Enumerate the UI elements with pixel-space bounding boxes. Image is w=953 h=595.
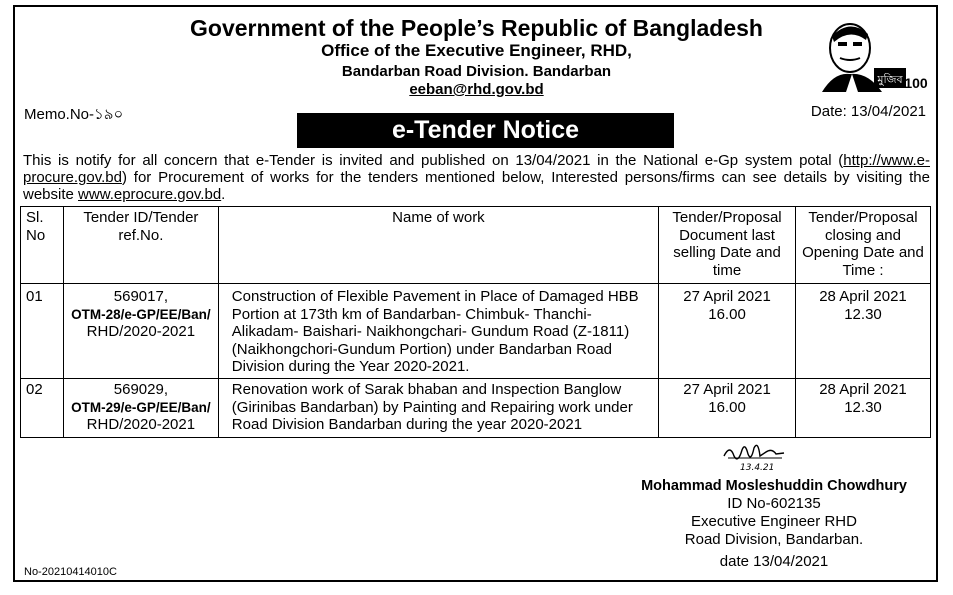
header-division: Bandarban Road Division. Bandarban [341, 63, 612, 80]
egp-link[interactable]: http://www.e-procure.gov.bd [23, 152, 930, 186]
header-email[interactable]: eeban@rhd.gov.bd [409, 81, 544, 98]
selling-time: 16.00 [708, 398, 746, 416]
row-work: Construction of Flexible Pavement in Place of Damaged HBB Portion at 173th km of Bandarban- Chimbuk- Thanchi-Alikadam- Baishari- Naikhongchari- Gundum Road (Z-1811) (Naikhongchori-Gundum Portion) under Bandarban Road Division during the Year 2020-2021. [218, 284, 658, 379]
notice-title: e-Tender Notice [297, 113, 674, 148]
svg-text:মুজিব: মুজিব [877, 73, 903, 86]
footer-code: No-20210414010C [24, 566, 117, 578]
eprocure-link[interactable]: www.eprocure.gov.bd [78, 186, 222, 203]
selling-date: 27 April 2021 [683, 381, 771, 398]
svg-text:13.4.21: 13.4.21 [740, 463, 775, 473]
closing-time: 12.30 [844, 398, 882, 416]
mujib-100-logo [812, 14, 928, 94]
intro-text-3: . [221, 186, 226, 203]
tender-table [20, 206, 931, 438]
table-row [21, 284, 931, 379]
signatory-office: Road Division, Bandarban. [684, 531, 864, 548]
tender-id-number: 569017, [113, 288, 168, 305]
notice-date: Date: 13/04/2021 [810, 103, 926, 120]
row-selling-date [659, 284, 796, 379]
svg-text:100: 100 [904, 75, 928, 91]
row-sl: 02 [21, 379, 64, 438]
header-sl-no: Sl. No [21, 207, 64, 284]
header-closing-date: Tender/Proposal closing and Opening Date and Time : [796, 207, 931, 284]
header-selling-date: Tender/Proposal Document last selling Date and time [659, 207, 796, 284]
header-tender-id: Tender ID/Tender ref.No. [63, 207, 218, 284]
handwritten-signature [718, 438, 793, 474]
signatory-name: Mohammad Mosleshuddin Chowdhury [641, 478, 907, 494]
header-name-of-work: Name of work [218, 207, 658, 284]
header-office: Office of the Executive Engineer, RHD, [321, 41, 632, 60]
memo-number: Memo.No-১৯০ [24, 106, 124, 123]
signature-block [624, 477, 924, 571]
signatory-designation: Executive Engineer RHD [691, 513, 857, 530]
closing-time: 12.30 [844, 305, 882, 323]
row-tender-id [63, 284, 218, 379]
tender-id-number: 569029, [113, 381, 168, 398]
signatory-id: ID No-602135 [727, 495, 821, 512]
closing-date: 28 April 2021 [819, 288, 907, 305]
row-tender-id [63, 379, 218, 438]
table-row [21, 379, 931, 438]
signature-date: date 13/04/2021 [719, 553, 829, 570]
closing-date: 28 April 2021 [819, 381, 907, 398]
row-work: Renovation work of Sarak bhaban and Inspection Banglow (Girinibas Bandarban) by Painting and Repairing work under Road Division Bandarban during the year 2020-2021 [218, 379, 658, 438]
tender-ref: OTM-29/e-GP/EE/Ban/ [71, 399, 211, 415]
intro-text-2: ) for Procurement of works for the tenders mentioned below, Interested persons/firms can see details by visiting the website [23, 169, 930, 203]
table-header-row [21, 207, 931, 284]
row-closing-date [796, 284, 931, 379]
tender-year: RHD/2020-2021 [86, 323, 196, 340]
row-selling-date [659, 379, 796, 438]
intro-text-1: This is notify for all concern that e-Tender is invited and published on 13/04/2021 in the National e-Gp system potal ( [23, 152, 844, 169]
selling-time: 16.00 [708, 305, 746, 323]
header-government: Government of the People’s Republic of Bangladesh [190, 15, 763, 41]
tender-ref: OTM-28/e-GP/EE/Ban/ [71, 306, 211, 322]
intro-paragraph [23, 152, 930, 203]
selling-date: 27 April 2021 [683, 288, 771, 305]
row-sl: 01 [21, 284, 64, 379]
row-closing-date [796, 379, 931, 438]
tender-year: RHD/2020-2021 [86, 416, 196, 433]
